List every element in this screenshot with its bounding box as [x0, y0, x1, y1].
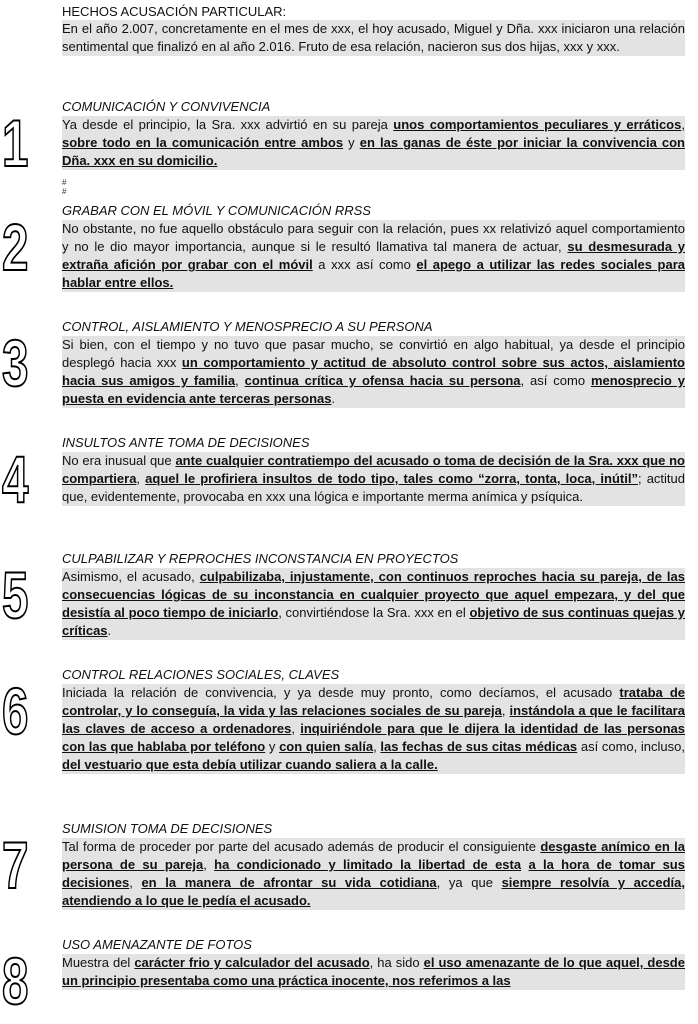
highlighted-text: en la manera de afrontar su vida cotidiana: [141, 875, 437, 890]
section-number: 8: [2, 944, 29, 1018]
highlighted-text: ante cualquier contratiempo del acusado o toma de decisión de la Sra. xxx que no compartiera: [62, 453, 685, 486]
text-run: Muestra del: [62, 955, 135, 970]
highlighted-text: inquiriéndole para que le dijera la identidad de las personas con las que hablaba por teléfono: [62, 721, 685, 754]
text-run: ; actitud que, evidentemente, provocaba en xxx una lógica e importante merma anímica y psíquica.: [62, 471, 685, 504]
section-body: [62, 684, 685, 774]
text-run: Tal forma de proceder por parte del acusado además de producir el consiguiente: [62, 839, 541, 854]
highlighted-text: el uso amenazante de lo que aquel, desde un principio presentaba como una práctica inocente, nos referimos a las: [62, 955, 685, 988]
intro-paragraph: En el año 2.007, concretamente en el mes de xxx, el hoy acusado, Miguel y Dña. xxx iniciaron una relación sentimental que finalizó en al año 2.016. Fruto de esa relación, nacieron sus dos hijas, xxx y xxx.: [62, 21, 685, 54]
text-run: así como, incluso,: [577, 739, 685, 754]
section-number: 5: [2, 558, 29, 632]
highlighted-text: continua crítica y ofensa hacia su persona: [244, 373, 521, 388]
text-run: ,: [203, 857, 215, 872]
highlighted-text: culpabilizaba, injustamente, con continuos reproches hacia su pareja, de las consecuencias lógicas de su inconstancia en cualquier proyecto que aquel empezara, y del que desistía al poco tiempo de iniciarlo: [62, 569, 685, 620]
section-number: 1: [2, 106, 29, 180]
section-body: [62, 336, 685, 408]
page-header: HECHOS ACUSACIÓN PARTICULAR:: [62, 4, 287, 19]
text-run: ,: [373, 739, 381, 754]
text-run: y: [265, 739, 280, 754]
section-body: [62, 116, 685, 170]
highlighted-text: un comportamiento y actitud de absoluto control sobre sus actos, aislamiento hacia sus amigos y familia: [62, 355, 685, 388]
text-run: Iniciada la relación de convivencia, y ya desde muy pronto, como decíamos, el acusado: [62, 685, 620, 700]
text-run: ,: [129, 875, 142, 890]
section-body: [62, 838, 685, 910]
highlighted-text: el apego a utilizar las redes sociales para hablar entre ellos.: [62, 257, 685, 290]
stray-mark: #: [62, 178, 67, 187]
text-run: Ya desde el principio, la Sra. xxx advirtió en su pareja: [62, 117, 394, 132]
text-run: ,: [681, 117, 685, 132]
section-title: CONTROL, AISLAMIENTO Y MENOSPRECIO A SU PERSONA: [62, 319, 433, 334]
highlighted-text: con quien salía: [279, 739, 374, 754]
highlighted-text: ha condicionado y limitado la libertad de esta: [214, 857, 522, 872]
text-run: , ya que: [436, 875, 502, 890]
text-run: No era inusual que: [62, 453, 176, 468]
text-run: Si bien, con el tiempo y no tuvo que pasar mucho, se convirtió en algo habitual, ya desde el principio desplegó hacia xxx: [62, 337, 685, 370]
section-title: COMUNICACIÓN Y CONVIVENCIA: [62, 99, 271, 114]
section-title: INSULTOS ANTE TOMA DE DECISIONES: [62, 435, 310, 450]
text-run: ,: [501, 703, 510, 718]
highlighted-text: del vestuario que esta debía utilizar cuando saliera a la calle.: [62, 757, 438, 772]
highlighted-text: sobre todo en la comunicación entre ambos: [62, 135, 344, 150]
section-body: [62, 220, 685, 292]
highlighted-text: en las ganas de éste por iniciar la convivencia con Dña. xxx en su domicilio.: [62, 135, 685, 168]
section-number: 4: [2, 442, 29, 516]
section-title: SUMISION TOMA DE DECISIONES: [62, 821, 273, 836]
text-run: ,: [291, 721, 301, 736]
highlighted-text: aquel le profiriera insultos de todo tipo, tales como “zorra, tonta, loca, inútil”: [145, 471, 638, 486]
text-run: a xxx así como: [312, 257, 417, 272]
text-run: y: [343, 135, 360, 150]
highlighted-text: trataba de controlar, y lo conseguía, la vida y las relaciones sociales de su pareja: [62, 685, 685, 718]
stray-mark: #: [62, 187, 67, 196]
highlighted-text: siempre resolvía y accedía, atendiendo a lo que le pedía el acusado.: [62, 875, 685, 908]
highlighted-text: las fechas de sus citas médicas: [380, 739, 578, 754]
section-number: 3: [2, 326, 29, 400]
section-body: [62, 954, 685, 990]
section-title: CULPABILIZAR Y REPROCHES INCONSTANCIA EN PROYECTOS: [62, 551, 459, 566]
highlighted-text: carácter frio y calculador del acusado: [134, 955, 370, 970]
section-body: [62, 452, 685, 506]
text-run: ,: [136, 471, 146, 486]
text-run: No obstante, no fue aquello obstáculo para seguir con la relación, pues xx relativizó aquel comportamiento y no le dio mayor importancia, aunque si le resultó llamativa tal manera de actuar,: [62, 221, 685, 254]
highlighted-text: menosprecio y puesta en evidencia ante terceras personas: [62, 373, 685, 406]
text-run: .: [107, 623, 112, 638]
section-number: 6: [2, 674, 29, 748]
highlighted-text: a la hora de tomar sus decisiones: [62, 857, 685, 890]
section-title: USO AMENAZANTE DE FOTOS: [62, 937, 252, 952]
text-run: , convirtiéndose la Sra. xxx en el: [278, 605, 470, 620]
highlighted-text: su desmesurada y extraña afición por grabar con el móvil: [62, 239, 685, 272]
section-number: 7: [2, 828, 29, 902]
text-run: Asimismo, el acusado,: [62, 569, 200, 584]
highlighted-text: objetivo de sus continuas quejas y críticas: [62, 605, 685, 638]
text-run: , ha sido: [369, 955, 424, 970]
section-title: CONTROL RELACIONES SOCIALES, CLAVES: [62, 667, 340, 682]
section-title: GRABAR CON EL MÓVIL Y COMUNICACIÓN RRSS: [62, 203, 371, 218]
highlighted-text: desgaste anímico en la persona de su pareja: [62, 839, 685, 872]
text-run: .: [331, 391, 336, 406]
text-run: ,: [235, 373, 245, 388]
stray-marks: [62, 178, 66, 196]
section-number: 2: [2, 210, 29, 284]
highlighted-text: instándola a que le facilitara las claves de acceso a ordenadores: [62, 703, 685, 736]
text-run: , así como: [520, 373, 591, 388]
section-body: [62, 568, 685, 640]
highlighted-text: unos comportamientos peculiares y erráticos: [393, 117, 682, 132]
